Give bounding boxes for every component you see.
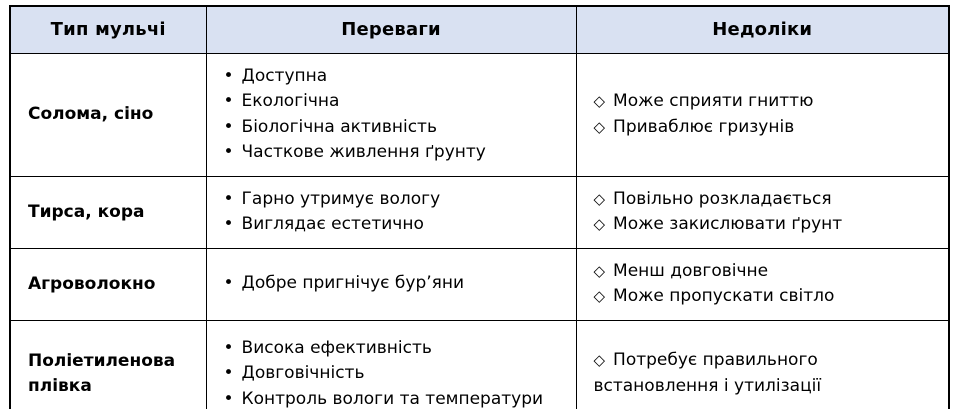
- dot-bullet-icon: •: [223, 337, 234, 358]
- advantage-item: [224, 387, 564, 409]
- diamond-bullet-icon: ◇: [593, 261, 606, 280]
- disadvantages-cell: [576, 320, 949, 409]
- item-text: Може закислювати ґрунт: [613, 214, 843, 234]
- dot-bullet-icon: •: [223, 142, 234, 162]
- diamond-bullet-icon: ◇: [593, 215, 606, 233]
- advantage-item: [224, 140, 564, 166]
- mulch-type-cell: Агроволокно: [10, 248, 206, 320]
- disadvantage-item: [594, 284, 937, 310]
- item-text: Приваблює гризунів: [613, 116, 795, 137]
- item-text: Контроль вологи та температури: [241, 388, 544, 409]
- column-header-mulch-type: Тип мульчі: [10, 6, 206, 53]
- advantage-item: [224, 271, 564, 297]
- advantages-cell: [206, 320, 576, 409]
- mulch-type-cell: Солома, сіно: [10, 53, 206, 176]
- item-text: Потребує правильного встановлення і утилізації: [593, 350, 822, 396]
- advantages-cell: [206, 248, 576, 320]
- disadvantage-item: [594, 89, 937, 115]
- advantage-item: [224, 336, 564, 362]
- table-row: [10, 53, 949, 176]
- item-text: Виглядає естетично: [241, 214, 424, 234]
- advantage-item: [224, 361, 564, 387]
- dot-bullet-icon: •: [223, 214, 234, 234]
- item-text: Висока ефективність: [241, 337, 432, 358]
- item-text: Біологічна активність: [241, 116, 437, 137]
- item-text: Гарно утримує вологу: [241, 188, 441, 209]
- column-header-disadvantages: Недоліки: [576, 6, 949, 53]
- item-text: Довговічність: [241, 363, 365, 383]
- diamond-bullet-icon: ◇: [593, 92, 606, 110]
- header-row: [10, 6, 949, 53]
- disadvantages-cell: [576, 176, 949, 248]
- item-text: Може сприяти гниттю: [613, 91, 814, 111]
- disadvantage-item: [594, 348, 937, 399]
- disadvantage-item: [594, 187, 937, 213]
- dot-bullet-icon: •: [223, 273, 234, 294]
- item-text: Може пропускати світло: [613, 286, 835, 306]
- dot-bullet-icon: •: [223, 91, 234, 111]
- item-text: Часткове живлення ґрунту: [241, 142, 486, 162]
- disadvantages-cell: [576, 248, 949, 320]
- dot-bullet-icon: •: [223, 363, 234, 383]
- disadvantage-item: [594, 212, 937, 238]
- column-header-advantages: Переваги: [206, 6, 576, 53]
- advantage-item: [224, 89, 564, 115]
- disadvantage-item: [594, 259, 937, 285]
- dot-bullet-icon: •: [223, 116, 234, 137]
- diamond-bullet-icon: ◇: [593, 189, 606, 208]
- mulch-type-cell: Поліетиленова плівка: [10, 320, 206, 409]
- dot-bullet-icon: •: [223, 188, 234, 209]
- item-text: Доступна: [241, 65, 328, 86]
- item-text: Повільно розкладається: [613, 188, 832, 209]
- diamond-bullet-icon: ◇: [593, 351, 606, 370]
- item-text: Менш довговічне: [613, 260, 769, 281]
- advantages-cell: [206, 176, 576, 248]
- diamond-bullet-icon: ◇: [593, 287, 606, 305]
- advantage-item: [224, 115, 564, 141]
- mulch-comparison-table: [9, 5, 950, 409]
- table-row: [10, 320, 949, 409]
- mulch-type-cell: Тирса, кора: [10, 176, 206, 248]
- dot-bullet-icon: •: [223, 65, 234, 86]
- dot-bullet-icon: •: [223, 388, 234, 409]
- item-text: Добре пригнічує бур’яни: [241, 273, 465, 294]
- diamond-bullet-icon: ◇: [593, 117, 606, 136]
- table-row: [10, 176, 949, 248]
- disadvantage-item: [594, 115, 937, 141]
- advantage-item: [224, 212, 564, 238]
- table-row: [10, 248, 949, 320]
- advantage-item: [224, 64, 564, 90]
- disadvantages-cell: [576, 53, 949, 176]
- advantages-cell: [206, 53, 576, 176]
- advantage-item: [224, 187, 564, 213]
- item-text: Екологічна: [241, 91, 340, 111]
